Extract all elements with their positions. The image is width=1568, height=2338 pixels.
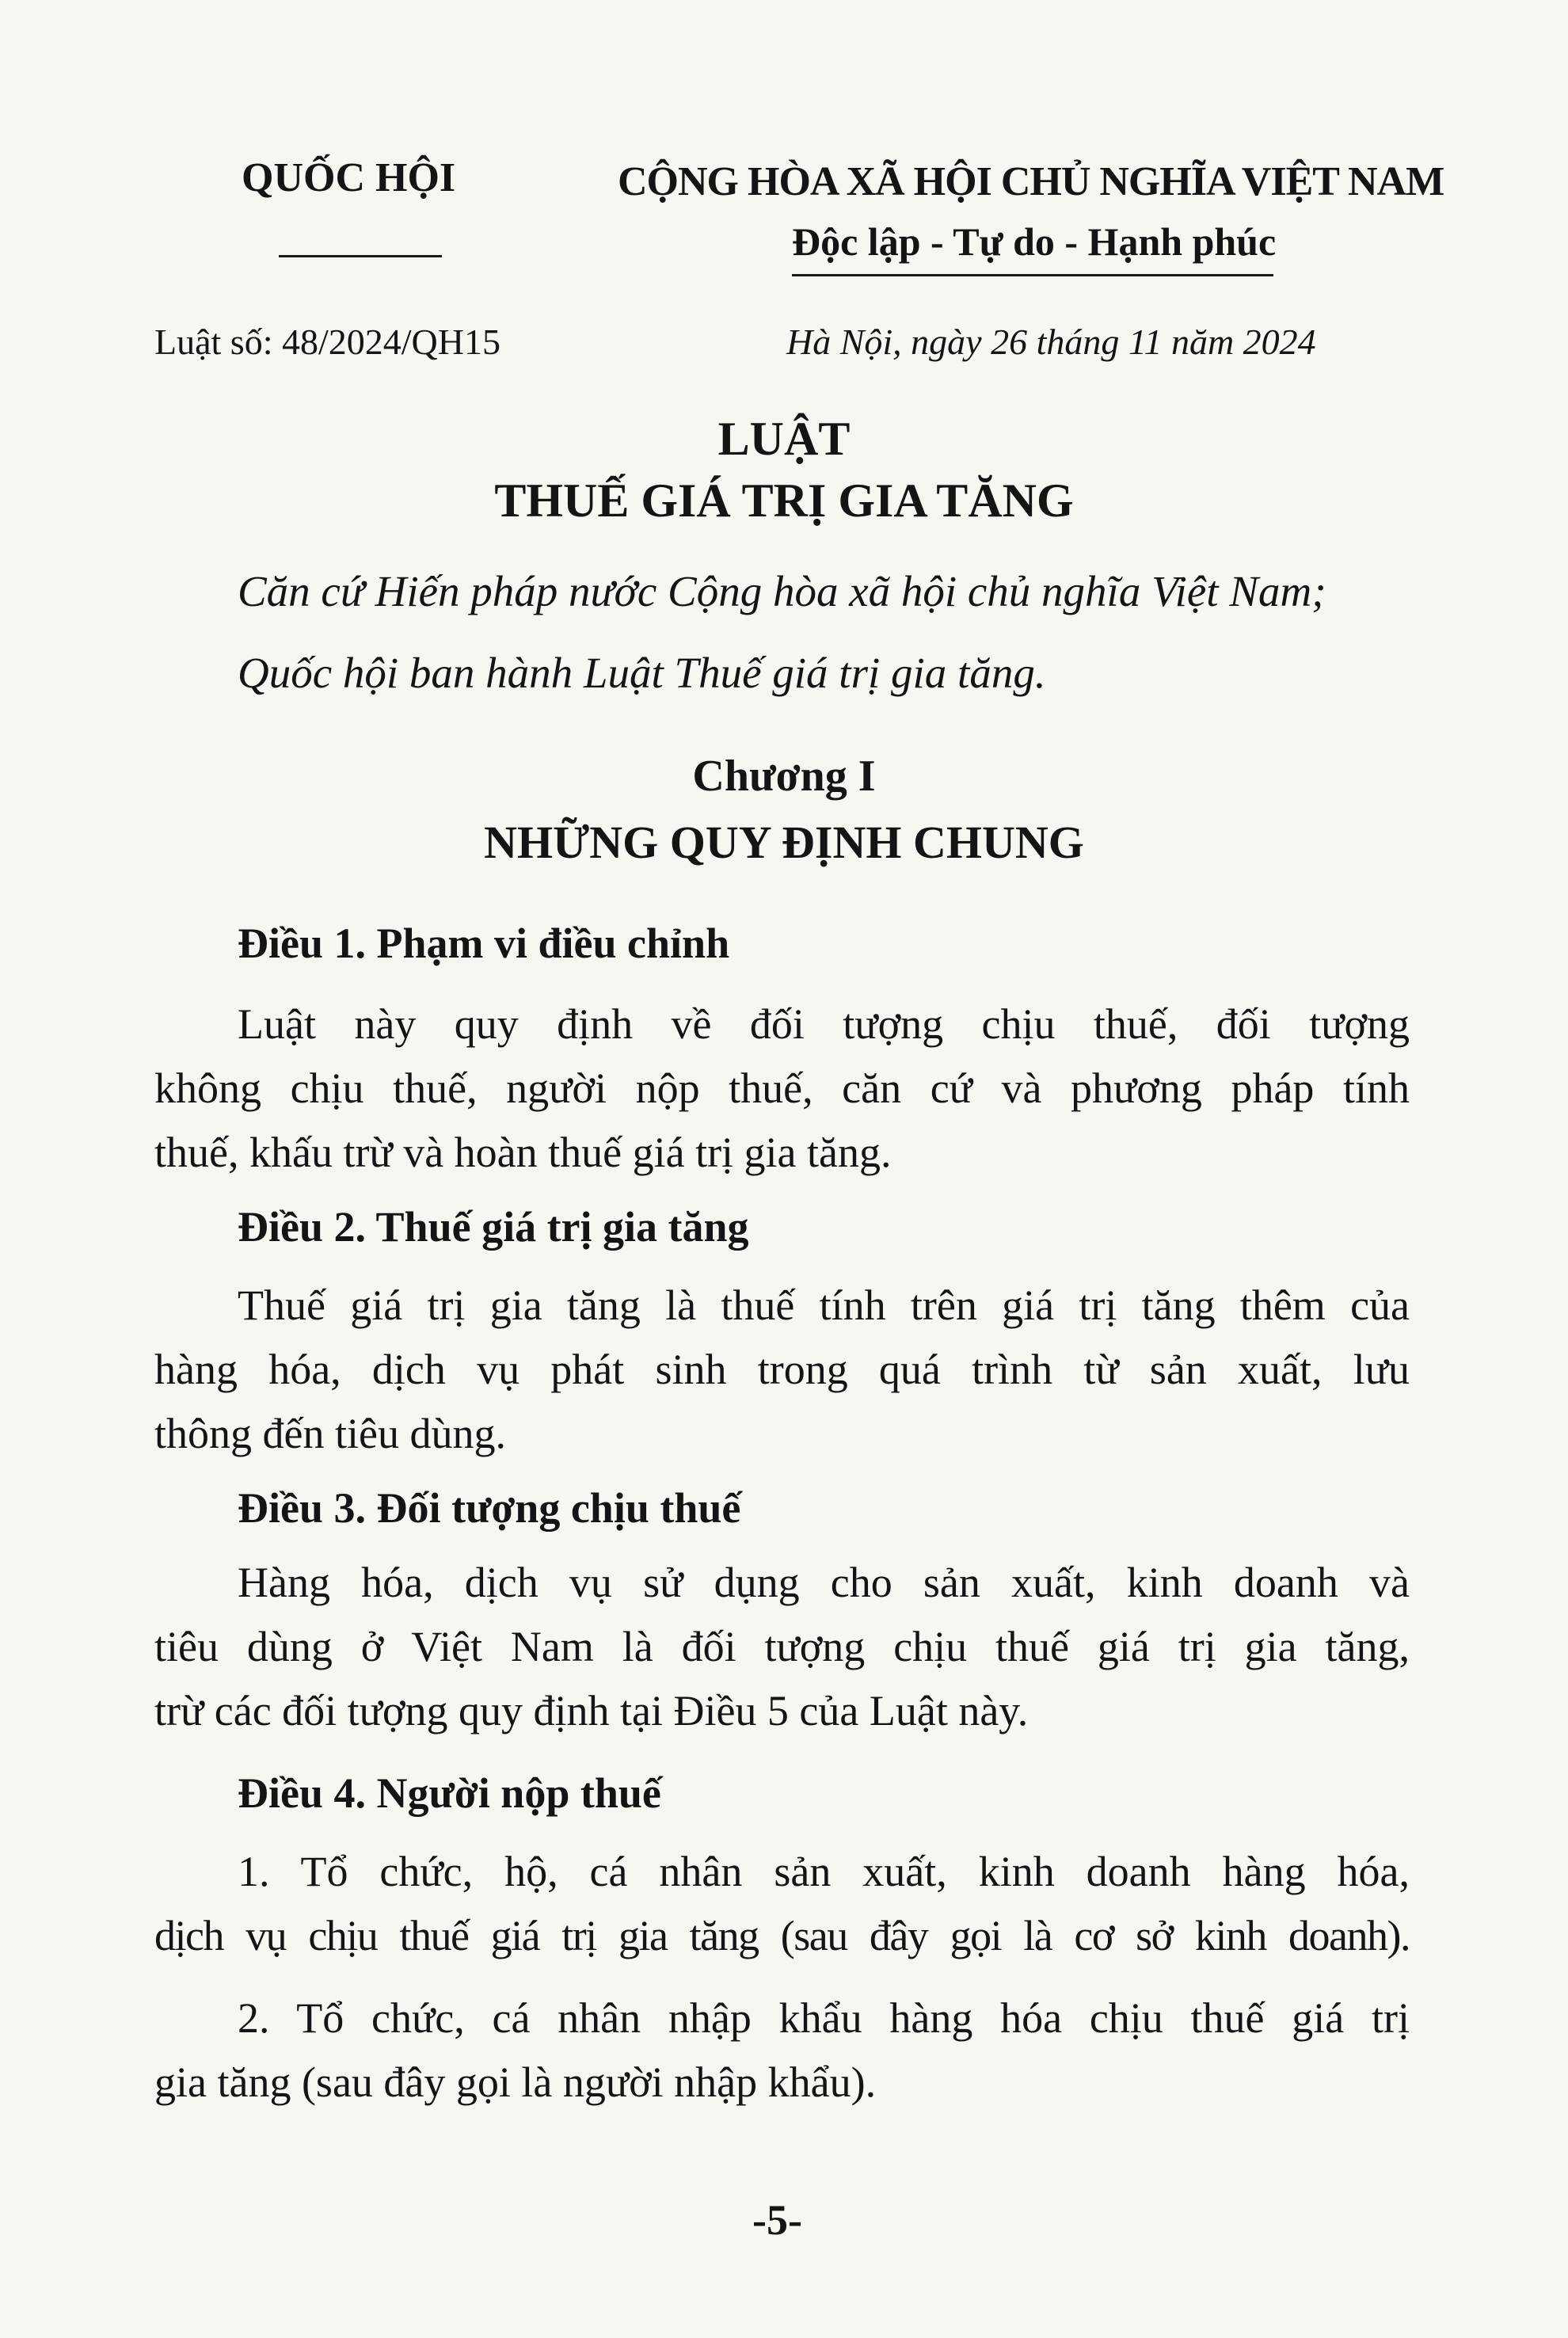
- article-line: 1. Tổ chức, hộ, cá nhân sản xuất, kinh doanh hàng hóa,: [238, 1848, 1410, 1895]
- article-line: tiêu dùng ở Việt Nam là đối tượng chịu thuế giá trị gia tăng,: [154, 1623, 1410, 1670]
- document-type-title: LUẬT: [717, 413, 851, 465]
- organization-underline: [279, 255, 442, 257]
- law-number: Luật số: 48/2024/QH15: [154, 322, 500, 362]
- article-line: dịch vụ chịu thuế giá trị gia tăng (sau đây gọi là cơ sở kinh doanh).: [154, 1912, 1410, 1959]
- article-heading: Điều 2. Thuế giá trị gia tăng: [238, 1203, 749, 1251]
- article-line: hàng hóa, dịch vụ phát sinh trong quá trình từ sản xuất, lưu: [154, 1346, 1410, 1393]
- issuing-organization: QUỐC HỘI: [242, 155, 456, 200]
- chapter-subtitle: NHỮNG QUY ĐỊNH CHUNG: [484, 817, 1084, 868]
- article-heading: Điều 3. Đối tượng chịu thuế: [238, 1484, 741, 1532]
- article-line: gia tăng (sau đây gọi là người nhập khẩu).: [154, 2058, 877, 2106]
- chapter-title: Chương I: [692, 752, 876, 801]
- preamble-line: Căn cứ Hiến pháp nước Cộng hòa xã hội chủ nghĩa Việt Nam;: [238, 567, 1326, 615]
- article-line: không chịu thuế, người nộp thuế, căn cứ và phương pháp tính: [154, 1064, 1410, 1112]
- article-line: Thuế giá trị gia tăng là thuế tính trên giá trị tăng thêm của: [238, 1281, 1410, 1329]
- article-heading: Điều 4. Người nộp thuế: [238, 1769, 661, 1817]
- place-date: Hà Nội, ngày 26 tháng 11 năm 2024: [786, 322, 1316, 362]
- article-heading: Điều 1. Phạm vi điều chỉnh: [238, 920, 730, 967]
- law-name-title: THUẾ GIÁ TRỊ GIA TĂNG: [494, 474, 1074, 527]
- article-line: trừ các đối tượng quy định tại Điều 5 của Luật này.: [154, 1687, 1029, 1734]
- motto-underline: [792, 274, 1273, 276]
- preamble-line: Quốc hội ban hành Luật Thuế giá trị gia tăng.: [238, 649, 1046, 697]
- article-line: thuế, khấu trừ và hoàn thuế giá trị gia tăng.: [154, 1129, 892, 1176]
- national-title: CỘNG HÒA XÃ HỘI CHỦ NGHĨA VIỆT NAM: [618, 159, 1444, 204]
- national-motto: Độc lập - Tự do - Hạnh phúc: [792, 219, 1277, 264]
- article-line: Hàng hóa, dịch vụ sử dụng cho sản xuất, kinh doanh và: [238, 1559, 1410, 1606]
- article-line: 2. Tổ chức, cá nhân nhập khẩu hàng hóa chịu thuế giá trị: [238, 1994, 1410, 2042]
- article-line: Luật này quy định về đối tượng chịu thuế, đối tượng: [238, 1000, 1410, 1048]
- article-line: thông đến tiêu dùng.: [154, 1410, 506, 1457]
- page-number: -5-: [752, 2196, 802, 2244]
